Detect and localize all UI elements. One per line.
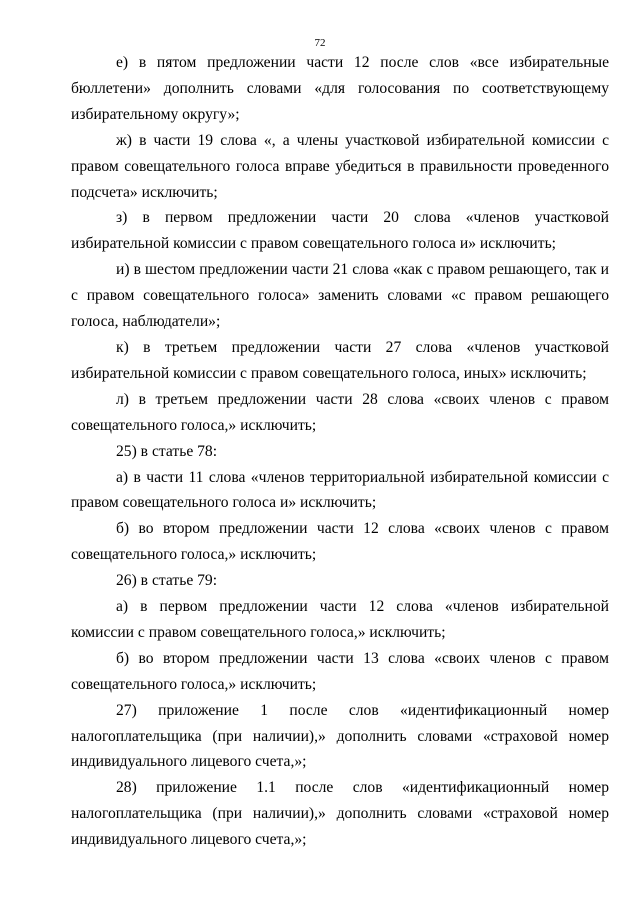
paragraph-item-28: 28) приложение 1.1 после слов «идентификационный номер налогоплательщика (при наличии),» дополнить словами «страховой номер индивидуального лицевого счета,»; bbox=[71, 779, 609, 849]
paragraph-26-a: а) в первом предложении части 12 слова «членов избирательной комиссии с правом совещательного голоса,» исключить; bbox=[71, 598, 609, 641]
paragraph-z: з) в первом предложении части 20 слова «членов участковой избирательной комиссии с правом совещательного голоса и» исключить; bbox=[71, 209, 609, 253]
paragraph-l: л) в третьем предложении части 28 слова «своих членов с правом совещательного голоса,» исключить; bbox=[71, 390, 609, 434]
paragraph-26-b: б) во втором предложении части 13 слова «своих членов с правом совещательного голоса,» исключить; bbox=[71, 649, 609, 693]
paragraph-e: е) в пятом предложении части 12 после слов «все избирательные бюллетени» дополнить словами «для голосования по соответствующему избирательному округу»; bbox=[71, 54, 609, 123]
page-number: 72 bbox=[314, 37, 326, 49]
paragraph-25-b: б) во втором предложении части 12 слова «своих членов с правом совещательного голоса,» исключить; bbox=[71, 520, 609, 564]
paragraph-item-27: 27) приложение 1 после слов «идентификационный номер налогоплательщика (при наличии),» дополнить словами «страховой номер индивидуального лицевого счета,»; bbox=[71, 701, 609, 771]
paragraph-25-a: а) в части 11 слова «членов территориальной избирательной комиссии с правом совещательного голоса и» исключить; bbox=[71, 468, 609, 512]
paragraph-item-26: 26) в статье 79: bbox=[116, 572, 218, 590]
paragraph-k: к) в третьем предложении части 27 слова «членов участковой избирательной комиссии с правом совещательного голоса, иных» исключить; bbox=[71, 338, 609, 382]
paragraph-zh: ж) в части 19 слова «, а члены участковой избирательной комиссии с правом совещательного голоса вправе убедиться в правильности проведенного подсчета» исключить; bbox=[71, 131, 609, 201]
document-body bbox=[71, 50, 609, 853]
paragraph-i: и) в шестом предложении части 21 слова «как с правом решающего, так и с правом совещательного голоса» заменить словами «с правом решающего голоса, наблюдатели»; bbox=[71, 261, 609, 331]
paragraph-item-25: 25) в статье 78: bbox=[116, 442, 218, 460]
